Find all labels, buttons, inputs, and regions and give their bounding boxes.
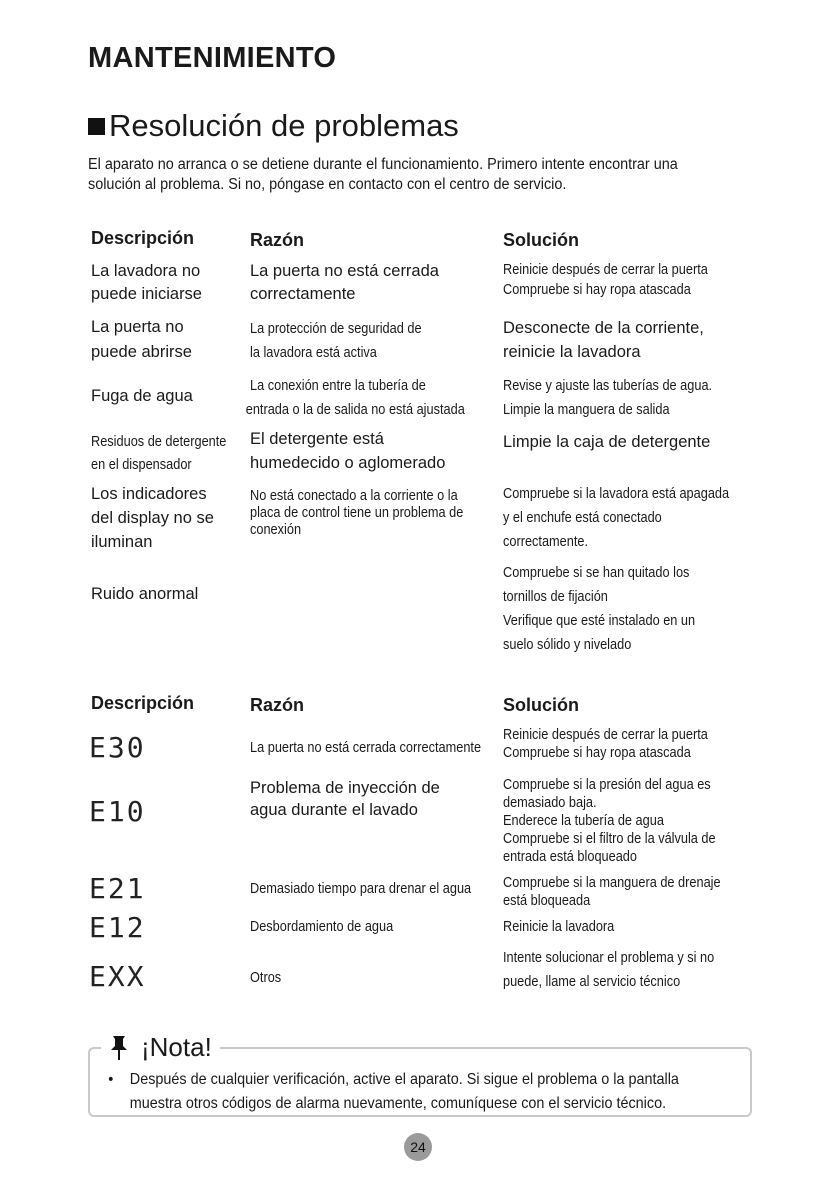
cell-line: Compruebe si hay ropa atascada: [503, 281, 691, 298]
cell-line: Enderece la tubería de agua: [503, 812, 664, 829]
cell-line: y el enchufe está conectado: [503, 509, 662, 526]
pushpin-icon: [107, 1034, 131, 1062]
table1-row2-reason: [250, 317, 422, 365]
error-code: E30: [89, 731, 146, 764]
cell-line: Compruebe si la presión del agua es: [503, 776, 711, 793]
cell-line: agua durante el lavado: [250, 801, 418, 819]
table2-row2-solution: [503, 776, 716, 866]
cell-line: reinicie la lavadora: [503, 343, 641, 361]
table1-row3-solution: [503, 374, 712, 422]
cell-line: La protección de seguridad de: [250, 320, 422, 337]
table2-row1-reason: La puerta no está cerrada correctamente: [250, 739, 482, 756]
table1-row5-reason: [250, 487, 463, 538]
cell-line: tornillos de fijación: [503, 588, 608, 605]
note-line: muestra otros códigos de alarma nuevamente, comuníquese con el servicio técnico.: [129, 1095, 667, 1112]
square-bullet-icon: [88, 118, 105, 135]
table2-row5-reason: Otros: [250, 969, 282, 986]
subsection-title: [88, 108, 459, 144]
cell-line: placa de control tiene un problema de: [250, 504, 464, 521]
table2-row1-solution: [503, 726, 708, 762]
cell-line: Residuos de detergente: [91, 433, 227, 450]
cell-line: entrada está bloqueado: [503, 848, 637, 865]
cell-line: entrada o la de salida no está ajustada: [245, 401, 465, 418]
table1-row5-description: [91, 482, 214, 554]
table1-row1-reason: [250, 260, 439, 306]
error-code: E10: [89, 795, 146, 828]
cell-line: Compruebe si la manguera de drenaje: [503, 874, 721, 891]
table1-row4-description: [91, 430, 226, 476]
cell-line: iluminan: [91, 533, 153, 551]
table1-header-reason: Razón: [250, 230, 304, 250]
table1-row6-solution: [503, 561, 695, 657]
cell-line: No está conectado a la corriente o la: [250, 487, 458, 504]
table1-row1-description: [91, 260, 202, 306]
table2-header-reason: Razón: [250, 695, 304, 715]
cell-line: Compruebe si hay ropa atascada: [503, 744, 691, 761]
table1-row3-reason: [245, 374, 465, 422]
note-title: ¡Nota!: [141, 1032, 212, 1062]
cell-line: La conexión entre la tubería de: [250, 377, 426, 394]
cell-line: La puerta no está cerrada: [250, 262, 439, 280]
cell-line: puede, llame al servicio técnico: [503, 973, 681, 990]
table1-row4-solution: Limpie la caja de detergente: [503, 433, 711, 451]
cell-line: Problema de inyección de: [250, 779, 440, 797]
cell-line: Revise y ajuste las tuberías de agua.: [503, 377, 713, 394]
table2-row2-reason: [250, 777, 440, 821]
cell-line: La puerta no: [91, 318, 184, 336]
cell-line: correctamente: [250, 285, 356, 303]
table2-row4-solution: Reinicie la lavadora: [503, 918, 615, 935]
cell-line: humedecido o aglomerado: [250, 454, 446, 472]
bullet-icon: •: [108, 1071, 114, 1088]
table2-header-description: Descripción: [91, 693, 195, 713]
table1-header-solution: Solución: [503, 230, 579, 250]
intro-line: solución al problema. Si no, póngase en contacto con el centro de servicio.: [88, 176, 567, 193]
cell-line: Desconecte de la corriente,: [503, 319, 704, 337]
cell-line: La lavadora no: [91, 262, 201, 280]
table1-row2-description: [91, 315, 192, 365]
cell-line: Compruebe si la lavadora está apagada: [503, 485, 730, 502]
section-title: MANTENIMIENTO: [88, 42, 337, 74]
cell-line: la lavadora está activa: [250, 344, 377, 361]
cell-line: Verifique que esté instalado en un: [503, 612, 696, 629]
cell-line: puede abrirse: [91, 343, 192, 361]
cell-line: suelo sólido y nivelado: [503, 636, 632, 653]
cell-line: Compruebe si se han quitado los: [503, 564, 690, 581]
cell-line: Los indicadores: [91, 485, 207, 503]
note-header: [101, 1032, 220, 1063]
table1-row3-description: Fuga de agua: [91, 387, 193, 405]
cell-line: puede iniciarse: [91, 285, 202, 303]
table1-row1-solution: [503, 260, 708, 300]
cell-line: correctamente.: [503, 533, 589, 550]
cell-line: Reinicie después de cerrar la puerta: [503, 261, 708, 278]
error-code: EXX: [89, 960, 146, 993]
subsection-title-text: Resolución de problemas: [109, 108, 459, 143]
cell-line: del display no se: [91, 509, 214, 527]
cell-line: en el dispensador: [91, 456, 192, 473]
error-code: E21: [89, 872, 146, 905]
cell-line: Limpie la manguera de salida: [503, 401, 670, 418]
table1-header-description: Descripción: [91, 228, 195, 248]
table1-row6-description: Ruido anormal: [91, 585, 199, 603]
cell-line: Compruebe si el filtro de la válvula de: [503, 830, 716, 847]
cell-line: Reinicie después de cerrar la puerta: [503, 726, 708, 743]
table2-row3-reason: Demasiado tiempo para drenar el agua: [250, 880, 472, 897]
intro-line: El aparato no arranca o se detiene durante el funcionamiento. Primero intente encontrar una: [88, 156, 678, 173]
table2-row3-solution: [503, 874, 721, 910]
table1-row5-solution: [503, 482, 729, 554]
error-code: E12: [89, 911, 146, 944]
table1-row2-solution: [503, 316, 704, 364]
cell-line: demasiado baja.: [503, 794, 597, 811]
cell-line: El detergente está: [250, 430, 384, 448]
note-line: Después de cualquier verificación, active el aparato. Si sigue el problema o la pantalla: [129, 1071, 679, 1088]
table2-header-solution: Solución: [503, 695, 579, 715]
table1-row4-reason: [250, 427, 445, 475]
cell-line: conexión: [250, 521, 302, 538]
note-text: [110, 1068, 740, 1116]
table2-row5-solution: [503, 946, 714, 994]
cell-line: está bloqueada: [503, 892, 591, 909]
table2-row4-reason: Desbordamiento de agua: [250, 918, 394, 935]
intro-paragraph: [88, 155, 720, 195]
page-number: 24: [404, 1133, 432, 1161]
cell-line: Intente solucionar el problema y si no: [503, 949, 715, 966]
